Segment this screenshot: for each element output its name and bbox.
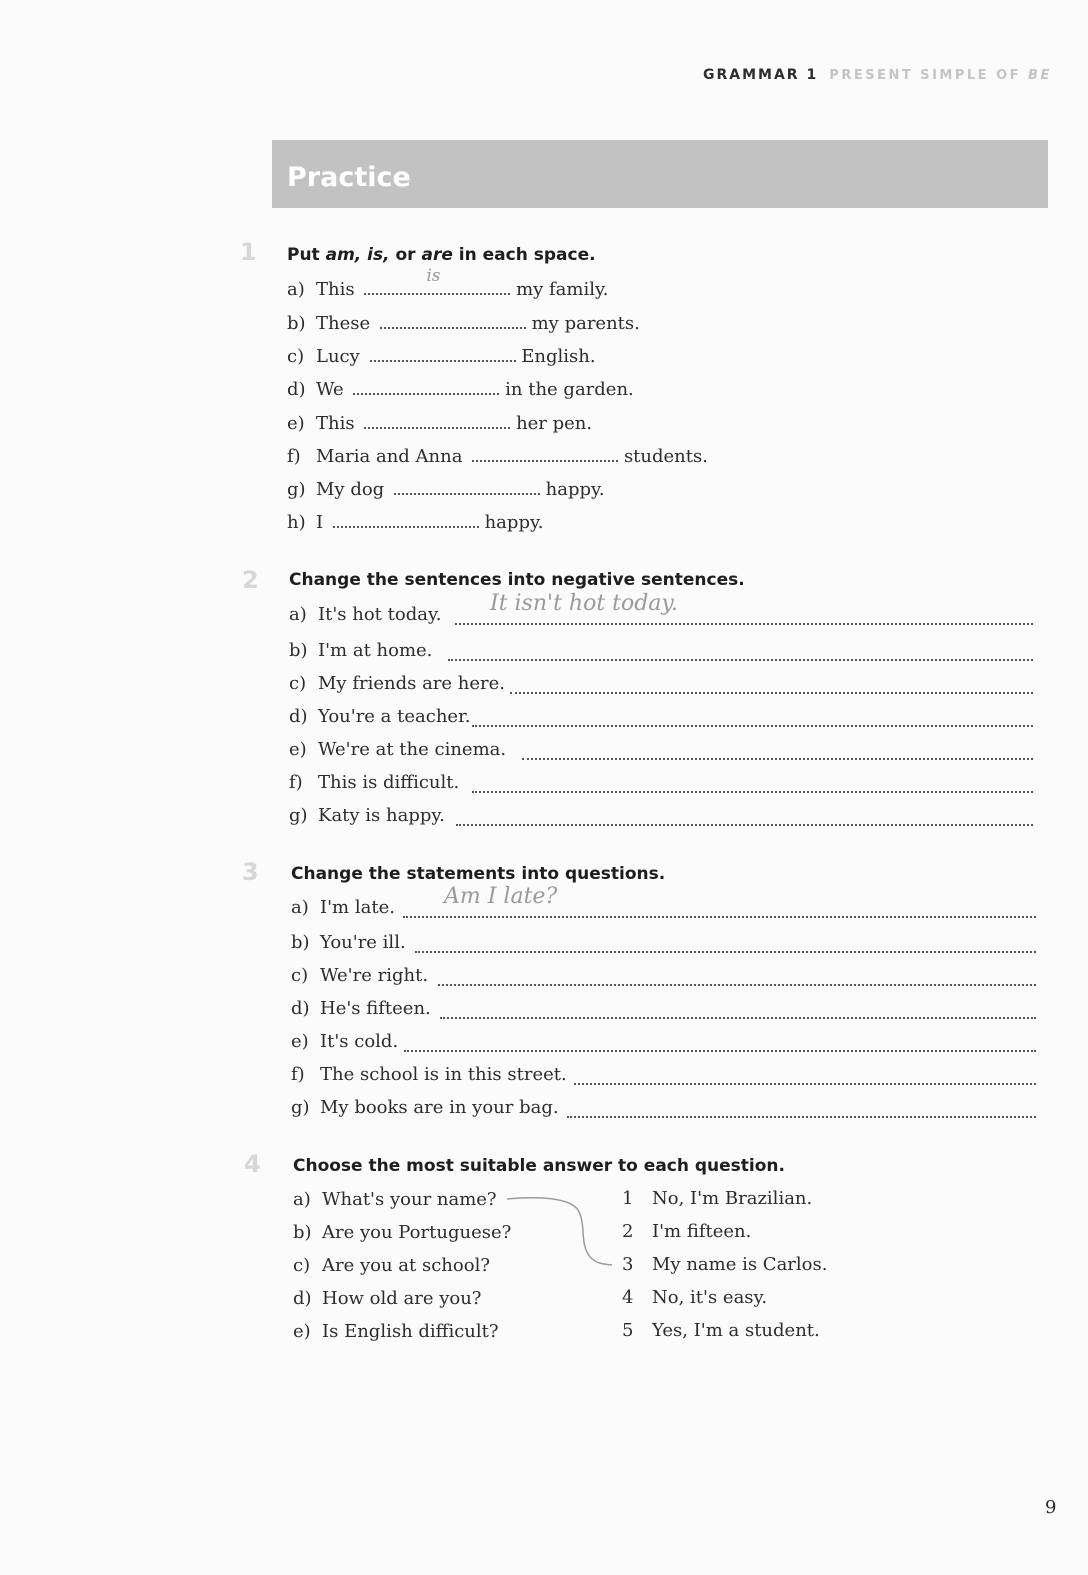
list-item: e) It's cold.: [291, 1031, 399, 1052]
handwritten-answer: is: [426, 266, 441, 286]
question-item[interactable]: c) Are you at school?: [293, 1255, 490, 1276]
list-item: f) This is difficult.: [289, 772, 460, 793]
banner-title: Practice: [287, 162, 411, 193]
handwritten-answer: Am I late?: [444, 884, 558, 909]
list-item: c) My friends are here.: [289, 673, 506, 694]
match-connector-path: [507, 1198, 612, 1265]
question-item[interactable]: e) Is English difficult?: [293, 1321, 499, 1342]
list-item: h) I happy.: [287, 512, 544, 533]
exercise-1-instruction: Put am, is, or are in each space.: [287, 245, 596, 265]
exercise-3-instruction: Change the statements into questions.: [291, 864, 666, 884]
list-item: f) The school is in this street.: [291, 1064, 567, 1085]
list-item: e) This her pen.: [287, 413, 593, 434]
list-item: d) We in the garden.: [287, 379, 634, 400]
answer-item[interactable]: 3 My name is Carlos.: [622, 1254, 828, 1275]
question-item[interactable]: b) Are you Portuguese?: [293, 1222, 512, 1243]
list-item: f) Maria and Anna students.: [287, 446, 708, 467]
question-item[interactable]: a) What's your name?: [293, 1189, 497, 1210]
list-item: g) My dog happy.: [287, 479, 605, 500]
answer-item[interactable]: 4 No, it's easy.: [622, 1287, 768, 1308]
list-item: d) You're a teacher.: [289, 706, 471, 727]
list-item: g) Katy is happy.: [289, 805, 445, 826]
list-item: a) I'm late.: [291, 897, 395, 918]
list-item: a) It's hot today.: [289, 604, 442, 625]
answer-item[interactable]: 2 I'm fifteen.: [622, 1221, 752, 1242]
question-item[interactable]: d) How old are you?: [293, 1288, 482, 1309]
list-item: g) My books are in your bag.: [291, 1097, 559, 1118]
header-topic: PRESENT SIMPLE OF BE: [829, 68, 1052, 83]
exercise-2-instruction: Change the sentences into negative sentences.: [289, 570, 745, 590]
list-item: e) We're at the cinema.: [289, 739, 507, 760]
list-item: d) He's fifteen.: [291, 998, 431, 1019]
exercise-3-number: 3: [242, 858, 259, 886]
list-item: c) Lucy English.: [287, 346, 596, 367]
handwritten-answer: It isn't hot today.: [490, 591, 678, 616]
page-number: 9: [1045, 1497, 1057, 1518]
list-item: b) These my parents.: [287, 313, 640, 334]
exercise-4-number: 4: [244, 1150, 261, 1178]
header-section: GRAMMAR 1: [703, 67, 819, 83]
exercise-4-instruction: Choose the most suitable answer to each question.: [293, 1156, 785, 1176]
answer-item[interactable]: 5 Yes, I'm a student.: [622, 1320, 820, 1341]
answer-item[interactable]: 1 No, I'm Brazilian.: [622, 1188, 813, 1209]
list-item: b) I'm at home.: [289, 640, 433, 661]
exercise-1-number: 1: [240, 238, 257, 266]
list-item: b) You're ill.: [291, 932, 406, 953]
list-item: a) This is my family.: [287, 266, 609, 300]
list-item: c) We're right.: [291, 965, 429, 986]
exercise-2-number: 2: [242, 566, 259, 594]
